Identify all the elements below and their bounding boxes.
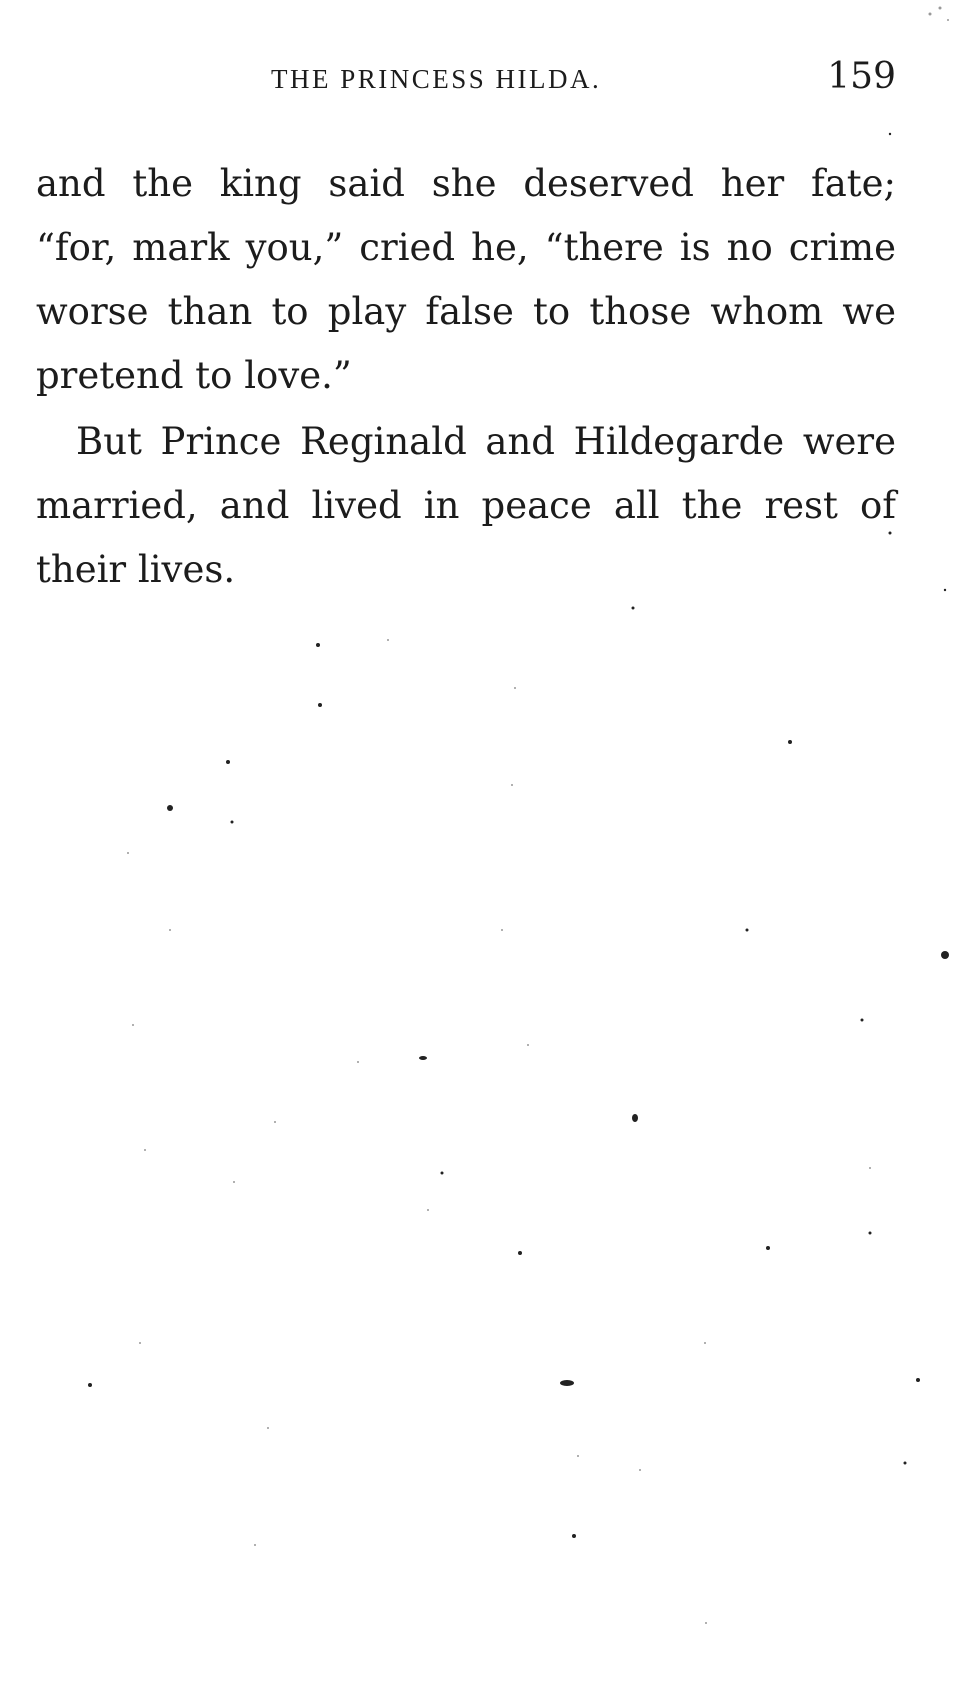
text-line: worse than to play false to those whom we (36, 290, 896, 333)
running-title: THE PRINCESS HILDA. (271, 64, 602, 94)
page-number: 159 (827, 56, 896, 97)
text-line: pretend to love.” (36, 354, 352, 397)
text-line: But Prince Reginald and Hildegarde were (76, 420, 896, 463)
paragraph-2 (36, 410, 896, 602)
text-line: their lives. (36, 548, 236, 591)
running-head (36, 58, 896, 108)
paragraph-1 (36, 152, 896, 408)
body-text (36, 152, 896, 602)
text-line: married, and lived in peace all the rest of (36, 484, 896, 527)
text-line: and the king said she deserved her fate; (36, 162, 896, 205)
text-line: “for, mark you,” cried he, “there is no crime (36, 226, 896, 269)
